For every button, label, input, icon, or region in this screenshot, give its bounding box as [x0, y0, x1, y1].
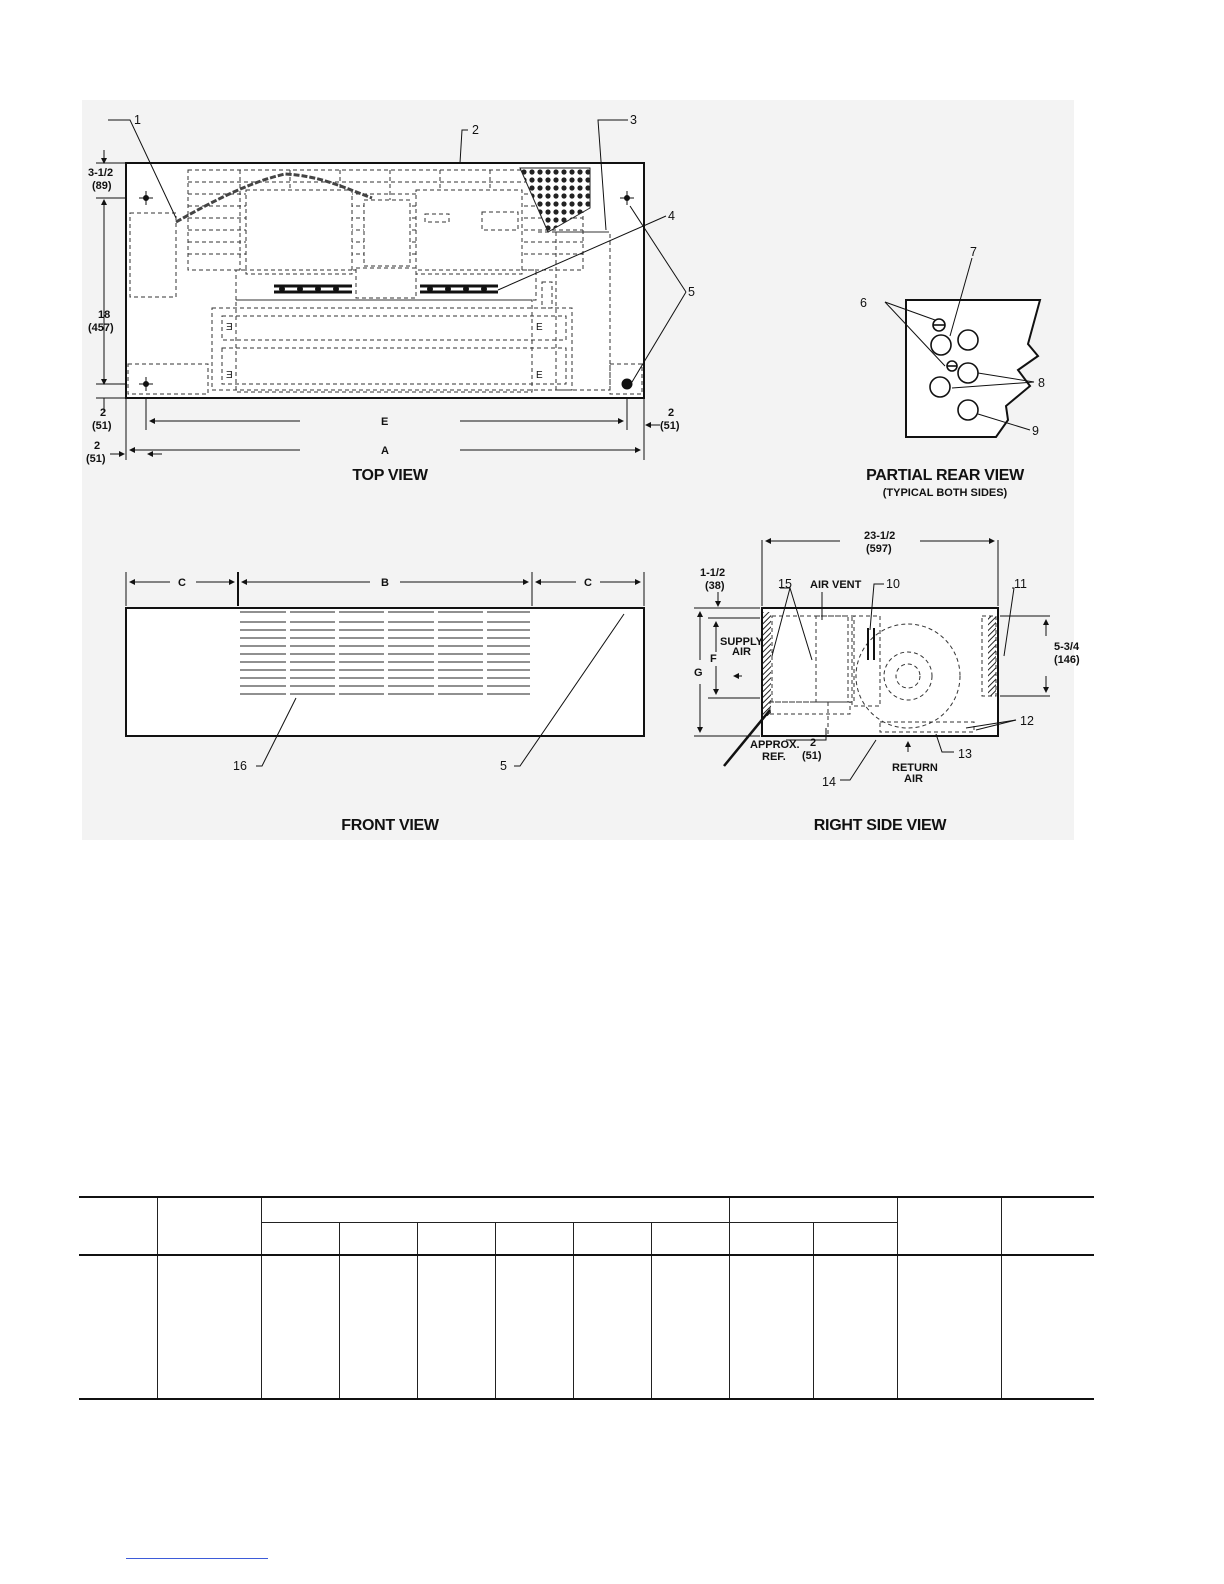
table-subheader-cell [652, 1223, 730, 1256]
dim-1-5: 1-1/2 [700, 567, 726, 579]
label-ref: REF. [762, 751, 786, 763]
table-header-cell [730, 1197, 898, 1223]
dim-18: 18 [98, 309, 111, 321]
dim-597: (597) [866, 543, 892, 555]
callout-14: 14 [822, 775, 836, 789]
table-cell [79, 1255, 158, 1399]
dim-51b: (51) [86, 453, 106, 465]
table-header-cell [898, 1197, 1002, 1255]
table-cell [262, 1255, 340, 1399]
label-supply-air: AIR [732, 646, 751, 658]
label-supply: SUPPLY [720, 636, 764, 648]
top-view [86, 113, 695, 465]
spec-table [79, 1196, 1094, 1400]
callout-10: 10 [886, 577, 900, 591]
front-view-title: FRONT VIEW [341, 817, 439, 834]
dim-3-5: 3-1/2 [88, 167, 114, 179]
dim-c2: C [584, 577, 592, 589]
table-header-row [79, 1197, 1094, 1223]
front-view [126, 572, 644, 773]
table-cell [898, 1255, 1002, 1399]
dim-23-5: 23-1/2 [864, 530, 896, 542]
callout-13: 13 [958, 747, 972, 761]
dim-e: E [381, 416, 389, 428]
table-header-cell [158, 1197, 262, 1255]
callout-5-top: 5 [688, 285, 695, 299]
table-cell [1002, 1255, 1095, 1399]
callout-12: 12 [1020, 714, 1034, 728]
table-header-cell [1002, 1197, 1095, 1255]
callout-1: 1 [134, 113, 141, 127]
dim-a: A [381, 445, 389, 457]
table-subheader-cell [814, 1223, 898, 1256]
table-cell [652, 1255, 730, 1399]
dim-38: (38) [705, 580, 725, 592]
footer-link-underline[interactable] [126, 1558, 268, 1559]
table-header-cell [262, 1197, 730, 1223]
svg-text:E: E [536, 370, 543, 381]
table-subheader-cell [262, 1223, 340, 1256]
side-view-title: RIGHT SIDE VIEW [813, 817, 947, 834]
dim-f: F [710, 653, 717, 665]
table-subheader-cell [418, 1223, 496, 1256]
table-cell [340, 1255, 418, 1399]
dim-2b: 2 [94, 440, 101, 452]
dim-b: B [381, 577, 389, 589]
dim-5-75: 5-3/4 [1054, 641, 1080, 653]
rear-view-subtitle: (TYPICAL BOTH SIDES) [882, 487, 1008, 499]
callout-5-front: 5 [500, 759, 507, 773]
dim-51c: (51) [660, 420, 680, 432]
top-view-title: TOP VIEW [352, 467, 428, 484]
label-air-vent: AIR VENT [810, 579, 862, 591]
callout-9: 9 [1032, 424, 1039, 438]
rear-view-title: PARTIAL REAR VIEW [866, 467, 1024, 484]
table-cell [158, 1255, 262, 1399]
table-cell [574, 1255, 652, 1399]
dim-g: G [694, 667, 703, 679]
table-header-cell [79, 1197, 158, 1255]
table-cell [418, 1255, 496, 1399]
svg-text:Ǝ: Ǝ [226, 370, 233, 381]
label-return-air: AIR [904, 773, 923, 785]
dim-89: (89) [92, 180, 112, 192]
callout-3: 3 [630, 113, 637, 127]
svg-text:Ǝ: Ǝ [226, 322, 233, 333]
dim-457: (457) [88, 322, 114, 334]
callout-16: 16 [233, 759, 247, 773]
label-return: RETURN [892, 762, 938, 774]
dim-2a: 2 [100, 407, 107, 419]
callout-8: 8 [1038, 376, 1045, 390]
callout-7: 7 [970, 245, 977, 259]
table-subheader-cell [574, 1223, 652, 1256]
dim-c1: C [178, 577, 186, 589]
callout-11: 11 [1014, 577, 1027, 591]
dim-2c: 2 [668, 407, 675, 419]
dim-51-side: (51) [802, 750, 822, 762]
table-subheader-cell [730, 1223, 814, 1256]
table-cell [730, 1255, 814, 1399]
side-view [694, 530, 1080, 789]
dim-51a: (51) [92, 420, 112, 432]
table-cell [814, 1255, 898, 1399]
table-row [79, 1255, 1094, 1399]
table-cell [496, 1255, 574, 1399]
callout-4: 4 [668, 209, 675, 223]
table-subheader-cell [340, 1223, 418, 1256]
dim-2-side: 2 [810, 737, 817, 749]
label-approx: APPROX. [750, 739, 800, 751]
rear-view [860, 245, 1045, 438]
callout-6: 6 [860, 296, 867, 310]
dim-146: (146) [1054, 654, 1080, 666]
table-subheader-cell [496, 1223, 574, 1256]
callout-2: 2 [472, 123, 479, 137]
callout-15: 15 [778, 577, 792, 591]
svg-text:E: E [536, 322, 543, 333]
